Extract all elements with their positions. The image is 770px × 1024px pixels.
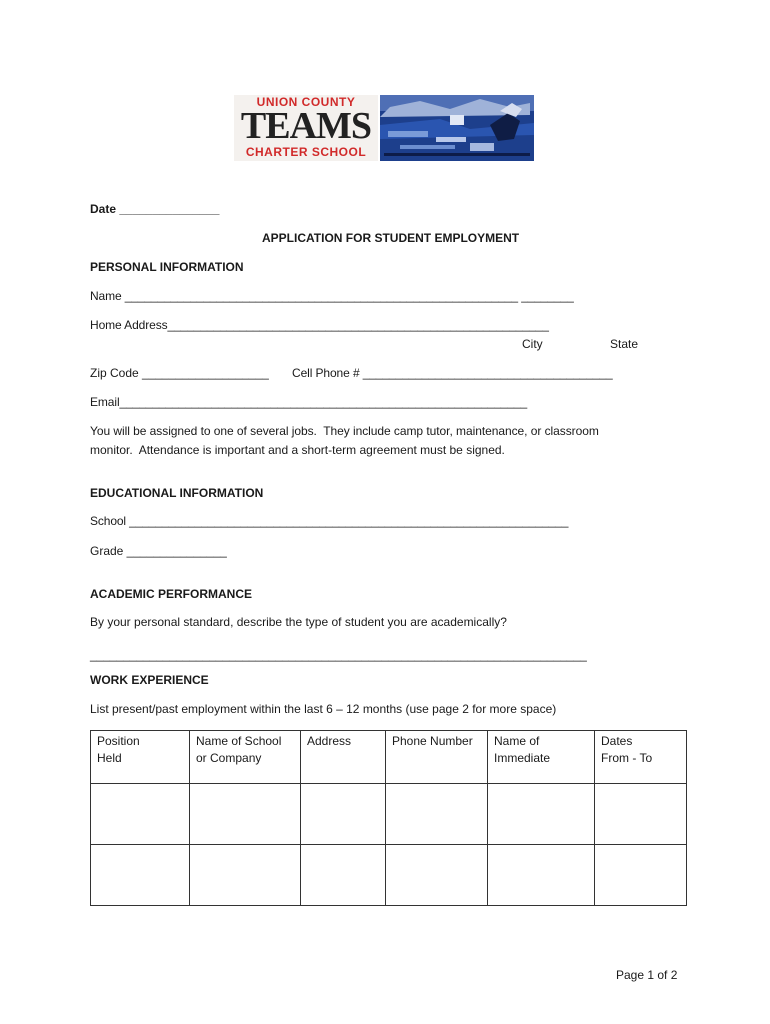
table-cell[interactable] xyxy=(91,784,190,845)
job-notice-line-1: You will be assigned to one of several jobs. They include camp tutor, maintenance, or classroom xyxy=(90,424,599,438)
page-number: Page 1 of 2 xyxy=(616,968,678,982)
table-row xyxy=(91,784,687,845)
column-header-employer: Name of School or Company xyxy=(190,731,301,784)
table-cell[interactable] xyxy=(386,784,488,845)
column-header-position: Position Held xyxy=(91,731,190,784)
work-experience-heading: WORK EXPERIENCE xyxy=(90,673,209,687)
school-logo xyxy=(234,95,534,161)
table-row xyxy=(91,845,687,906)
table-header-row xyxy=(91,731,687,784)
column-header-address: Address xyxy=(301,731,386,784)
personal-info-heading: PERSONAL INFORMATION xyxy=(90,260,244,274)
table-cell[interactable] xyxy=(91,845,190,906)
table-cell[interactable] xyxy=(386,845,488,906)
table-cell[interactable] xyxy=(301,784,386,845)
form-title: APPLICATION FOR STUDENT EMPLOYMENT xyxy=(262,231,520,245)
academic-performance-heading: ACADEMIC PERFORMANCE xyxy=(90,587,252,601)
email-field[interactable]: Email______________________________________________________________ xyxy=(90,395,528,409)
job-notice-line-2: monitor. Attendance is important and a short-term agreement must be signed. xyxy=(90,443,505,457)
table-cell[interactable] xyxy=(488,784,595,845)
school-field[interactable]: School ___________________________________________________________________ xyxy=(90,514,569,528)
name-field[interactable]: Name ____________________________________________________________ ________ xyxy=(90,289,574,303)
logo-line-2: TEAMS xyxy=(240,105,372,147)
zip-code-field[interactable]: Zip Code ___________________ xyxy=(90,366,269,380)
grade-field[interactable]: Grade _______________ xyxy=(90,544,227,558)
column-header-phone: Phone Number xyxy=(386,731,488,784)
educational-info-heading: EDUCATIONAL INFORMATION xyxy=(90,486,264,500)
work-experience-table xyxy=(90,730,687,906)
column-header-dates: Dates From - To xyxy=(595,731,687,784)
logo-text-panel xyxy=(234,95,378,161)
academic-question: By your personal standard, describe the type of student you are academically? xyxy=(90,615,507,629)
date-field[interactable]: Date _______________ xyxy=(90,202,220,216)
work-instructions: List present/past employment within the last 6 – 12 months (use page 2 for more space) xyxy=(90,702,557,716)
table-cell[interactable] xyxy=(190,784,301,845)
table-cell[interactable] xyxy=(301,845,386,906)
state-label: State xyxy=(610,337,639,351)
logo-line-1: UNION COUNTY xyxy=(256,95,356,109)
cell-phone-field[interactable]: Cell Phone # ______________________________________ xyxy=(292,366,613,380)
table-cell[interactable] xyxy=(595,845,687,906)
logo-line-3: CHARTER SCHOOL xyxy=(245,145,367,159)
column-header-supervisor: Name of Immediate xyxy=(488,731,595,784)
table-cell[interactable] xyxy=(190,845,301,906)
home-address-field[interactable]: Home Address__________________________________________________________ xyxy=(90,318,549,332)
logo-artwork-image xyxy=(380,95,534,161)
city-label: City xyxy=(522,337,543,351)
academic-answer-line[interactable]: ___________________________________________________________________________ xyxy=(90,648,587,662)
table-cell[interactable] xyxy=(595,784,687,845)
table-cell[interactable] xyxy=(488,845,595,906)
